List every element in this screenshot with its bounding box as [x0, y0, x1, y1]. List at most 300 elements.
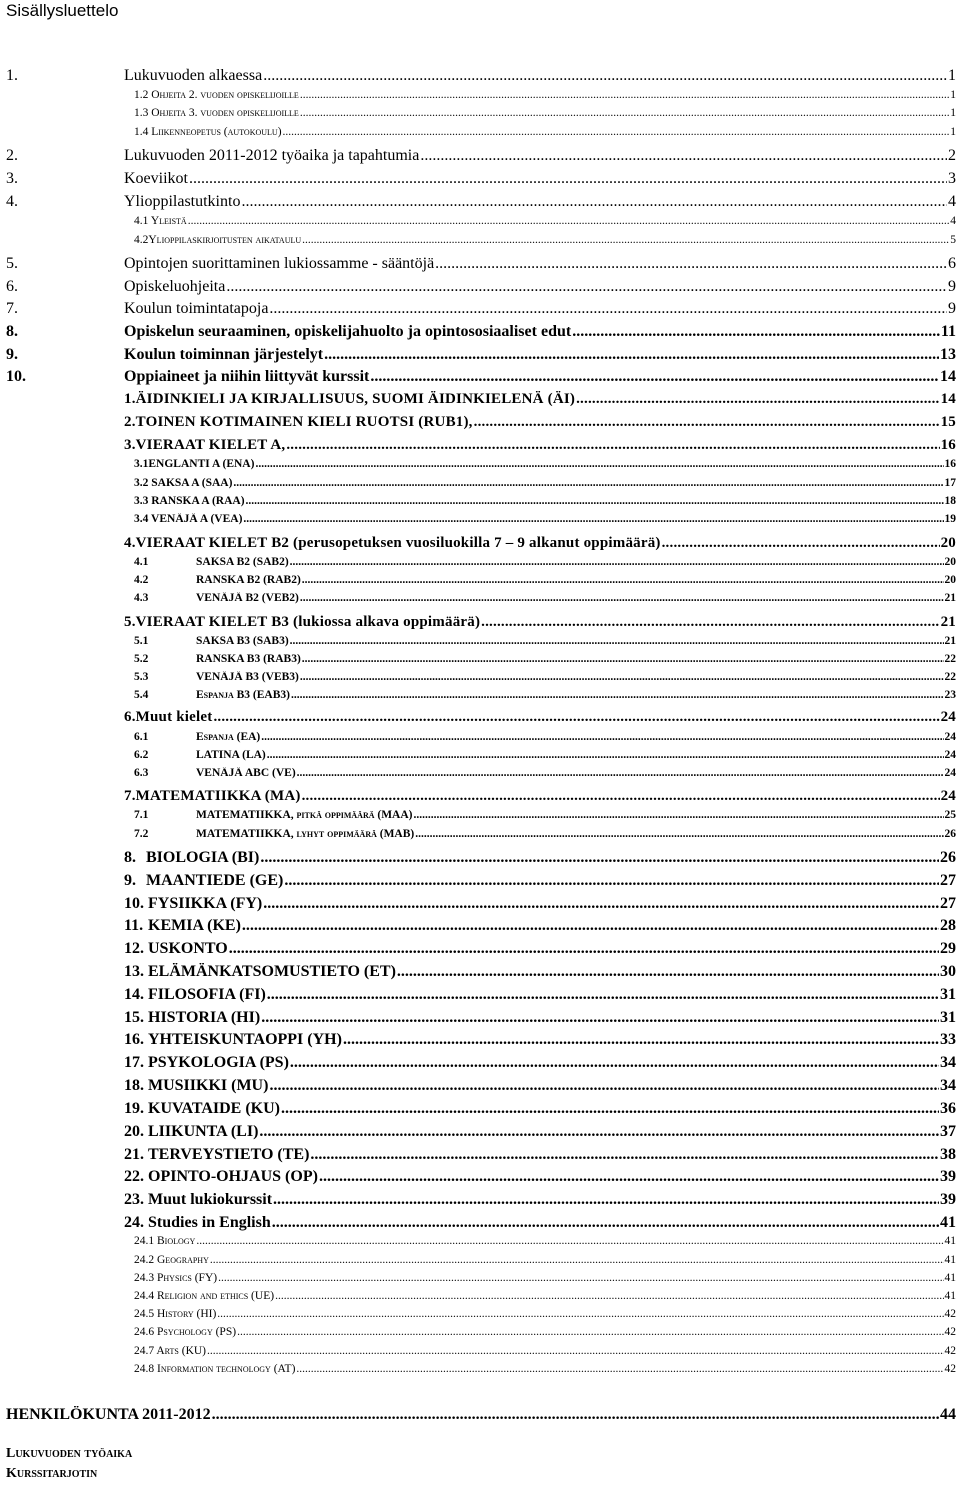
- toc-entry-title: 24.2 Geography: [134, 1254, 209, 1266]
- toc-entry[interactable]: [134, 653, 956, 665]
- toc-entry[interactable]: [6, 1446, 956, 1462]
- toc-leader-dots: [255, 458, 943, 470]
- toc-entry-number: 13.: [124, 963, 144, 980]
- toc-entry-title: 1.ÄIDINKIELI JA KIRJALLISUUS, SUOMI ÄIDINKIELENÄ (ÄI): [124, 391, 576, 407]
- toc-entry[interactable]: [124, 1100, 956, 1118]
- toc-leader-dots: [324, 346, 939, 364]
- toc-entry-title: 4.2Ylioppilaskirjoitusten aikataulu: [134, 234, 302, 246]
- toc-entry[interactable]: [6, 193, 956, 211]
- toc-entry-title: 24.8 Information technology (AT): [134, 1363, 296, 1375]
- toc-entry-title: 24.5 History (HI): [134, 1308, 217, 1320]
- toc-leader-dots: [343, 1031, 939, 1049]
- toc-leader-dots: [420, 147, 947, 165]
- toc-leader-dots: [218, 1272, 943, 1284]
- toc-entry-number: 8.: [124, 849, 136, 866]
- toc-entry-page-number: 15: [940, 414, 956, 430]
- toc-entry-title: Muut lukiokurssit: [148, 1191, 273, 1208]
- toc-leader-dots: [435, 255, 947, 273]
- toc-entry-number: 5.1: [134, 635, 149, 647]
- toc-entry-number: 9.: [6, 346, 18, 363]
- toc-entry[interactable]: [124, 437, 956, 454]
- toc-entry-title: SAKSA B3 (SAB3): [196, 635, 289, 647]
- toc-entry-title: MATEMATIIKKA, lyhyt oppimäärä (MAB): [196, 828, 415, 840]
- toc-entry-number: 6.: [6, 278, 18, 295]
- toc-entry[interactable]: [6, 1406, 956, 1424]
- toc-entry-number: 18.: [124, 1077, 144, 1094]
- toc-leader-dots: [290, 635, 944, 647]
- toc-entry[interactable]: [134, 731, 956, 743]
- toc-entry-title: 24.1 Biology: [134, 1235, 196, 1247]
- toc-entry-page-number: 6: [948, 255, 956, 272]
- toc-entry[interactable]: [134, 1308, 956, 1320]
- toc-entry[interactable]: [134, 477, 956, 489]
- toc-entry-title: MAANTIEDE (GE): [146, 872, 284, 889]
- toc-leader-dots: [300, 592, 944, 604]
- toc-entry[interactable]: [124, 414, 956, 431]
- toc-entry-page-number: 41: [944, 1272, 956, 1284]
- toc-entry-page-number: 22: [944, 653, 956, 665]
- toc-entry-title: 1.3 Ohjeita 3. vuoden opiskelijoille: [134, 107, 299, 119]
- toc-entry[interactable]: [134, 1254, 956, 1266]
- toc-leader-dots: [300, 107, 949, 119]
- toc-entry[interactable]: [6, 255, 956, 273]
- toc-entry-title: Koeviikot: [124, 170, 188, 187]
- toc-entry-number: 14.: [124, 986, 144, 1003]
- toc-leader-dots: [263, 67, 947, 85]
- toc-entry-page-number: 2: [948, 147, 956, 164]
- toc-entry[interactable]: [124, 1168, 956, 1186]
- toc-entry[interactable]: [134, 1363, 956, 1375]
- toc-entry[interactable]: [124, 709, 956, 726]
- toc-entry-title: YHTEISKUNTAOPPI (YH): [148, 1031, 342, 1048]
- toc-entry-page-number: 24: [940, 788, 956, 804]
- toc-leader-dots: [272, 1214, 939, 1232]
- toc-entry-number: 12.: [124, 940, 144, 957]
- toc-entry[interactable]: [134, 107, 956, 119]
- toc-entry-page-number: 29: [940, 940, 956, 957]
- toc-entry-title: MUSIIKKI (MU): [148, 1077, 269, 1094]
- toc-entry-page-number: 26: [940, 849, 956, 866]
- toc-leader-dots: [189, 170, 947, 188]
- toc-leader-dots: [302, 788, 940, 805]
- toc-leader-dots: [572, 323, 940, 341]
- toc-leader-dots: [269, 1077, 939, 1095]
- toc-entry-page-number: 23: [944, 689, 956, 701]
- toc-entry[interactable]: [124, 1214, 956, 1232]
- toc-entry[interactable]: [134, 1235, 956, 1247]
- toc-entry[interactable]: [6, 278, 956, 296]
- toc-entry-page-number: 42: [944, 1326, 956, 1338]
- toc-leader-dots: [269, 300, 947, 318]
- toc-entry-title: 24.4 Religion and ethics (UE): [134, 1290, 275, 1302]
- toc-entry-number: 11.: [124, 917, 144, 934]
- toc-entry-page-number: 9: [948, 278, 956, 295]
- toc-entry-page-number: 24: [944, 767, 956, 779]
- toc-leader-dots: [283, 126, 950, 138]
- toc-entry-number: 5.4: [134, 689, 149, 701]
- toc-leader-dots: [210, 1254, 944, 1266]
- toc-entry-page-number: 11: [940, 323, 956, 340]
- toc-entry-number: 9.: [124, 872, 136, 889]
- toc-leader-dots: [300, 89, 949, 101]
- toc-entry[interactable]: [134, 809, 956, 821]
- toc-entry-page-number: 41: [940, 1214, 956, 1231]
- toc-entry-title: FILOSOFIA (FI): [148, 986, 266, 1003]
- toc-leader-dots: [188, 215, 950, 227]
- toc-entry-title: 3.4 VENÄJÄ A (VEA): [134, 513, 243, 525]
- toc-entry[interactable]: [134, 215, 956, 227]
- toc-entry-number: 17.: [124, 1054, 144, 1071]
- toc-entry-page-number: 38: [940, 1146, 956, 1163]
- toc-entry-title: Ylioppilastutkinto: [124, 193, 241, 210]
- toc-entry-page-number: 3: [948, 170, 956, 187]
- toc-entry-page-number: 44: [940, 1406, 956, 1423]
- toc-entry[interactable]: [6, 170, 956, 188]
- toc-entry-page-number: 31: [940, 1009, 956, 1026]
- toc-entry-title: OPINTO-OHJAUS (OP): [148, 1168, 318, 1185]
- toc-leader-dots: [267, 986, 939, 1004]
- toc-entry-page-number: 42: [944, 1308, 956, 1320]
- toc-entry-title: LIIKUNTA (LI): [148, 1123, 259, 1140]
- toc-entry-number: 10.: [6, 368, 26, 385]
- toc-entry[interactable]: [124, 895, 956, 913]
- toc-entry-page-number: 26: [944, 828, 956, 840]
- toc-entry-page-number: 24: [944, 731, 956, 743]
- toc-leader-dots: [260, 849, 939, 867]
- toc-leader-dots: [237, 1326, 943, 1338]
- toc-entry-title: FYSIIKKA (FY): [148, 895, 263, 912]
- toc-entry-title: RANSKA B3 (RAB3): [196, 653, 301, 665]
- toc-entry[interactable]: [6, 300, 956, 318]
- toc-leader-dots: [233, 477, 943, 489]
- toc-leader-dots: [261, 731, 943, 743]
- toc-entry[interactable]: [124, 963, 956, 981]
- toc-leader-dots: [297, 767, 944, 779]
- toc-entry-page-number: 9: [948, 300, 956, 317]
- toc-entry-number: 4.: [6, 193, 18, 210]
- toc-leader-dots: [481, 614, 939, 631]
- toc-leader-dots: [242, 917, 939, 935]
- toc-entry-title: BIOLOGIA (BI): [146, 849, 260, 866]
- toc-leader-dots: [310, 1146, 939, 1164]
- toc-entry-title: Espanja (EA): [196, 731, 261, 743]
- toc-entry-title: 4.VIERAAT KIELET B2 (perusopetuksen vuosiluokilla 7 – 9 alkanut oppimäärä): [124, 535, 661, 551]
- toc-entry[interactable]: [124, 849, 956, 867]
- toc-entry-number: 5.: [6, 255, 18, 272]
- toc-entry-page-number: 39: [940, 1191, 956, 1208]
- toc-entry-title: 24.3 Physics (FY): [134, 1272, 218, 1284]
- toc-entry[interactable]: [134, 126, 956, 138]
- toc-entry-title: 4.1 Yleistä: [134, 215, 187, 227]
- toc-entry-title: 3.1ENGLANTI A (ENA): [134, 458, 255, 470]
- toc-entry-number: 1.: [6, 67, 18, 84]
- toc-entry-page-number: 28: [940, 917, 956, 934]
- toc-entry-title: MATEMATIIKKA, pitkä oppimäärä (MAA): [196, 809, 413, 821]
- toc-entry-title: Lukuvuoden 2011-2012 työaika ja tapahtumia: [124, 147, 420, 164]
- toc-leader-dots: [213, 709, 939, 726]
- toc-entry-page-number: 16: [940, 437, 956, 453]
- toc-leader-dots: [319, 1168, 939, 1186]
- toc-entry[interactable]: [6, 67, 956, 85]
- toc-entry-number: 23.: [124, 1191, 144, 1208]
- toc-entry[interactable]: [134, 1272, 956, 1284]
- toc-entry[interactable]: [124, 1009, 956, 1027]
- toc-entry-number: 16.: [124, 1031, 144, 1048]
- toc-entry[interactable]: [134, 1345, 956, 1357]
- toc-entry-title: 6.Muut kielet: [124, 709, 213, 725]
- toc-entry[interactable]: [6, 147, 956, 165]
- toc-leader-dots: [576, 391, 939, 408]
- toc-entry-page-number: 1: [948, 67, 956, 84]
- toc-entry[interactable]: [134, 767, 956, 779]
- toc-leader-dots: [243, 513, 943, 525]
- toc-entry[interactable]: [124, 535, 956, 552]
- toc-entry-page-number: 1: [950, 89, 956, 101]
- toc-entry[interactable]: [124, 940, 956, 958]
- toc-leader-dots: [273, 1191, 939, 1209]
- toc-entry[interactable]: [124, 391, 956, 408]
- toc-entry[interactable]: [134, 458, 956, 470]
- toc-entry-number: 24.: [124, 1214, 144, 1231]
- toc-entry-number: 8.: [6, 323, 18, 340]
- toc-leader-dots: [370, 368, 939, 386]
- toc-leader-dots: [207, 1345, 943, 1357]
- toc-entry-page-number: 41: [944, 1254, 956, 1266]
- toc-entry-number: 6.3: [134, 767, 149, 779]
- toc-entry-title: PSYKOLOGIA (PS): [148, 1054, 289, 1071]
- toc-entry-title: VENÄJÄ ABC (VE): [196, 767, 296, 779]
- toc-entry-page-number: 13: [940, 346, 956, 363]
- toc-entry[interactable]: [6, 346, 956, 364]
- toc-leader-dots: [275, 1290, 943, 1302]
- toc-entry[interactable]: [124, 1191, 956, 1209]
- toc-entry-page-number: 34: [940, 1054, 956, 1071]
- toc-entry-page-number: 27: [940, 872, 956, 889]
- toc-entry[interactable]: [134, 89, 956, 101]
- toc-leader-dots: [300, 671, 944, 683]
- toc-entry-number: 7.1: [134, 809, 149, 821]
- toc-entry-number: 10.: [124, 895, 144, 912]
- toc-leader-dots: [241, 193, 947, 211]
- toc-entry-number: 21.: [124, 1146, 144, 1163]
- toc-entry[interactable]: [134, 556, 956, 568]
- toc-entry-page-number: 14: [940, 368, 956, 385]
- toc-entry-title: Koulun toiminnan järjestelyt: [124, 346, 324, 363]
- toc-entry[interactable]: [124, 788, 956, 805]
- toc-entry-page-number: 27: [940, 895, 956, 912]
- toc-entry-page-number: 20: [944, 574, 956, 586]
- toc-leader-dots: [290, 556, 944, 568]
- toc-entry[interactable]: [134, 234, 956, 246]
- toc-leader-dots: [302, 574, 944, 586]
- toc-leader-dots: [226, 278, 947, 296]
- toc-entry[interactable]: [134, 689, 956, 701]
- toc-leader-dots: [291, 689, 944, 701]
- toc-entry[interactable]: [134, 1326, 956, 1338]
- toc-entry-title: 1.4 Liikenneopetus (autokoulu): [134, 126, 282, 138]
- toc-entry-page-number: 41: [944, 1235, 956, 1247]
- toc-leader-dots: [474, 414, 940, 431]
- toc-entry-page-number: 4: [950, 215, 956, 227]
- toc-entry-page-number: 1: [950, 107, 956, 119]
- toc-entry[interactable]: [6, 323, 956, 341]
- toc-entry[interactable]: [134, 513, 956, 525]
- toc-entry-number: 4.2: [134, 574, 149, 586]
- toc-leader-dots: [284, 872, 939, 890]
- toc-entry-title: TERVEYSTIETO (TE): [148, 1146, 310, 1163]
- toc-entry[interactable]: [124, 917, 956, 935]
- toc-entry-page-number: 17: [944, 477, 956, 489]
- toc-entry-number: 7.: [6, 300, 18, 317]
- toc-entry-title: Lukuvuoden alkaessa: [124, 67, 263, 84]
- toc-entry-number: 5.2: [134, 653, 149, 665]
- toc-entry-title: Kurssitarjotin: [6, 1466, 98, 1481]
- toc-entry[interactable]: [134, 495, 956, 507]
- toc-entry-title: 3.VIERAAT KIELET A,: [124, 437, 286, 453]
- toc-entry-page-number: 42: [944, 1345, 956, 1357]
- toc-entry[interactable]: [124, 614, 956, 631]
- toc-leader-dots: [414, 809, 944, 821]
- toc-entry-title: Koulun toimintatapoja: [124, 300, 269, 317]
- toc-entry-page-number: 24: [940, 709, 956, 725]
- toc-entry-page-number: 34: [940, 1077, 956, 1094]
- toc-leader-dots: [246, 495, 944, 507]
- toc-entry-title: HENKILÖKUNTA 2011-2012: [6, 1406, 211, 1423]
- toc-entry-title: 24.6 Psychology (PS): [134, 1326, 237, 1338]
- toc-entry-number: 3.: [6, 170, 18, 187]
- toc-entry-page-number: 24: [944, 749, 956, 761]
- toc-entry-title: LATINA (LA): [196, 749, 266, 761]
- toc-entry-title: Opiskeluohjeita: [124, 278, 226, 295]
- toc-leader-dots: [263, 895, 939, 913]
- toc-leader-dots: [267, 749, 944, 761]
- toc-entry-title: Studies in English: [148, 1214, 271, 1231]
- toc-entry[interactable]: [134, 592, 956, 604]
- toc-entry-page-number: 19: [944, 513, 956, 525]
- toc-entry-number: 2.: [6, 147, 18, 164]
- toc-entry-title: SAKSA B2 (SAB2): [196, 556, 289, 568]
- toc-entry-number: 4.1: [134, 556, 149, 568]
- toc-entry[interactable]: [134, 574, 956, 586]
- toc-entry[interactable]: [134, 1290, 956, 1302]
- toc-entry-title: RANSKA B2 (RAB2): [196, 574, 301, 586]
- toc-leader-dots: [259, 1123, 939, 1141]
- toc-entry[interactable]: [124, 986, 956, 1004]
- toc-entry-title: KUVATAIDE (KU): [148, 1100, 281, 1117]
- toc-entry-page-number: 21: [940, 614, 956, 630]
- toc-entry-page-number: 42: [944, 1363, 956, 1375]
- toc-entry[interactable]: [134, 749, 956, 761]
- toc-leader-dots: [397, 963, 939, 981]
- toc-entry[interactable]: [6, 1466, 956, 1482]
- toc-leader-dots: [662, 535, 940, 552]
- toc-entry-page-number: 21: [944, 592, 956, 604]
- toc-entry-page-number: 1: [950, 126, 956, 138]
- toc-entry-page-number: 16: [944, 458, 956, 470]
- toc-entry-title: Opiskelun seuraaminen, opiskelijahuolto ja opintososiaaliset edut: [124, 323, 572, 340]
- toc-entry[interactable]: [124, 1077, 956, 1095]
- toc-entry-page-number: 5: [950, 234, 956, 246]
- toc-entry-page-number: 20: [940, 535, 956, 551]
- toc-leader-dots: [261, 1009, 939, 1027]
- toc-entry-title: ELÄMÄNKATSOMUSTIETO (ET): [148, 963, 396, 980]
- toc-leader-dots: [302, 653, 944, 665]
- toc-entry-title: 1.2 Ohjeita 2. vuoden opiskelijoille: [134, 89, 299, 101]
- toc-entry-page-number: 31: [940, 986, 956, 1003]
- toc-entry-title: Oppiaineet ja niihin liittyvät kurssit: [124, 368, 370, 385]
- toc-entry-number: 7.2: [134, 828, 149, 840]
- toc-entry[interactable]: [124, 1054, 956, 1072]
- toc-entry[interactable]: [134, 671, 956, 683]
- toc-entry-number: 19.: [124, 1100, 144, 1117]
- toc-entry-title: 3.2 SAKSA A (SAA): [134, 477, 233, 489]
- toc-entry-page-number: 18: [944, 495, 956, 507]
- toc-entry[interactable]: [134, 635, 956, 647]
- toc-entry-title: 5.VIERAAT KIELET B3 (lukiossa alkava oppimäärä): [124, 614, 481, 630]
- toc-entry-page-number: 36: [940, 1100, 956, 1117]
- toc-leader-dots: [290, 1054, 939, 1072]
- toc-entry-number: 6.1: [134, 731, 149, 743]
- toc-leader-dots: [212, 1406, 939, 1424]
- toc-entry-page-number: 30: [940, 963, 956, 980]
- toc-entry-title: VENÄJÄ B3 (VEB3): [196, 671, 299, 683]
- toc-entry-title: 7.MATEMATIIKKA (MA): [124, 788, 301, 804]
- toc-entry-title: Opintojen suorittaminen lukiossamme - sääntöjä: [124, 255, 435, 272]
- toc-entry-title: 3.3 RANSKA A (RAA): [134, 495, 245, 507]
- toc-entry-title: USKONTO: [148, 940, 228, 957]
- toc-leader-dots: [286, 437, 939, 454]
- toc-entry-title: Lukuvuoden työaika: [6, 1446, 133, 1461]
- toc-entry[interactable]: [124, 1123, 956, 1141]
- toc-entry-title: 24.7 Arts (KU): [134, 1345, 207, 1357]
- toc-entry-page-number: 39: [940, 1168, 956, 1185]
- toc-entry-page-number: 25: [944, 809, 956, 821]
- toc-leader-dots: [302, 234, 949, 246]
- toc-entry-page-number: 41: [944, 1290, 956, 1302]
- toc-entry-title: HISTORIA (HI): [148, 1009, 261, 1026]
- toc-entry-number: 20.: [124, 1123, 144, 1140]
- page-title: Sisällysluettelo: [6, 1, 119, 20]
- toc-leader-dots: [281, 1100, 939, 1118]
- toc-entry-number: 4.3: [134, 592, 149, 604]
- toc-leader-dots: [217, 1308, 943, 1320]
- toc-entry-page-number: 4: [948, 193, 956, 210]
- toc-entry-title: VENÄJÄ B2 (VEB2): [196, 592, 299, 604]
- toc-entry-number: 5.3: [134, 671, 149, 683]
- toc-leader-dots: [415, 828, 943, 840]
- toc-leader-dots: [296, 1363, 943, 1375]
- toc-entry-title: KEMIA (KE): [148, 917, 241, 934]
- toc-entry-number: 22.: [124, 1168, 144, 1185]
- toc-entry[interactable]: [124, 1146, 956, 1164]
- toc-entry-page-number: 21: [944, 635, 956, 647]
- toc-entry-title: 2.TOINEN KOTIMAINEN KIELI RUOTSI (RUB1),: [124, 414, 473, 430]
- toc-entry-page-number: 20: [944, 556, 956, 568]
- toc-leader-dots: [229, 940, 939, 958]
- toc-entry-page-number: 33: [940, 1031, 956, 1048]
- toc-entry[interactable]: [124, 1031, 956, 1049]
- toc-entry-page-number: 22: [944, 671, 956, 683]
- toc-entry[interactable]: [124, 872, 956, 890]
- toc-entry[interactable]: [134, 828, 956, 840]
- toc-entry-number: 6.2: [134, 749, 149, 761]
- toc-entry-title: Espanja B3 (EAB3): [196, 689, 290, 701]
- toc-leader-dots: [196, 1235, 943, 1247]
- toc-entry-number: 15.: [124, 1009, 144, 1026]
- toc-entry-page-number: 37: [940, 1123, 956, 1140]
- toc-entry-page-number: 14: [940, 391, 956, 407]
- toc-entry[interactable]: [6, 368, 956, 386]
